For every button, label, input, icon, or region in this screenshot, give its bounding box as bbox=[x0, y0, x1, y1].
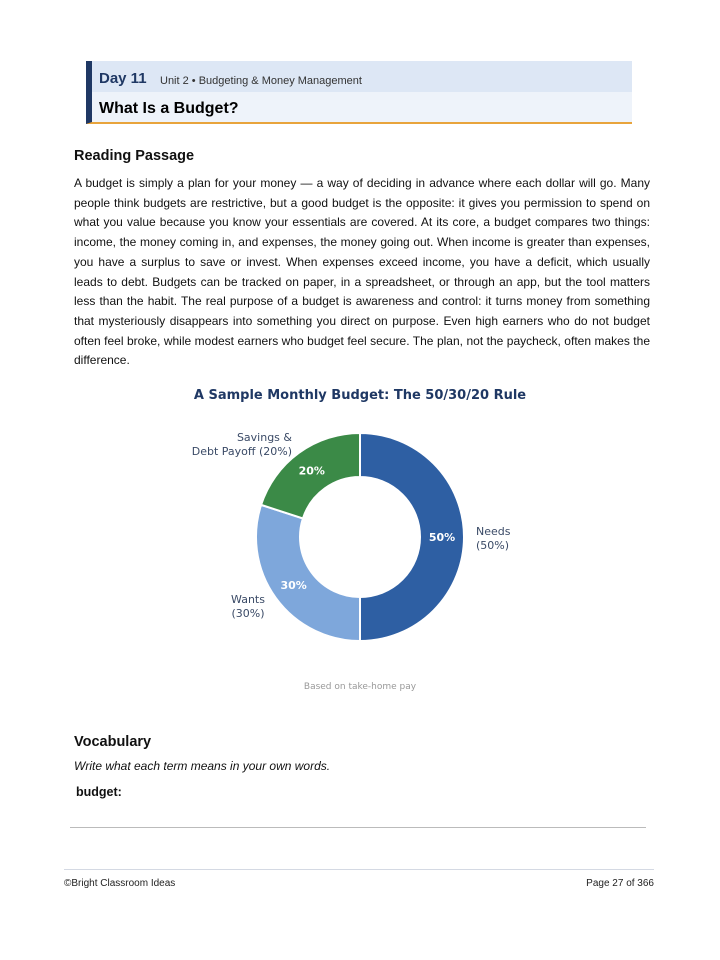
footer-divider bbox=[64, 869, 654, 870]
slice-category-label: (30%) bbox=[231, 607, 265, 620]
unit-label: Unit 2 • Budgeting & Money Management bbox=[160, 75, 362, 87]
lesson-title: What Is a Budget? bbox=[99, 100, 239, 117]
slice-percent-label: 50% bbox=[428, 531, 456, 544]
donut-slice bbox=[256, 505, 360, 641]
slice-percent-label: 20% bbox=[298, 464, 325, 478]
slice-category-label: Needs bbox=[476, 525, 511, 538]
slice-category-label: (50%) bbox=[476, 539, 510, 552]
vocabulary-term: budget: bbox=[76, 785, 122, 799]
slice-category-label: Debt Payoff (20%) bbox=[191, 445, 292, 458]
chart-note: Based on take-home pay bbox=[303, 682, 417, 692]
reading-passage: A budget is simply a plan for your money — a way of deciding in advance where each dollar will go. Many people think budgets are restrictive, but a good budget is the opposite: it gives you permission to spend on what you value because you know your essentials are covered. At its core, a budget compares two things: income, the money coming in, and expenses, the money going out. When income is greater than expenses, you have a surplus to save or invest. When expenses exceed income, you have a deficit, which usually leads to debt. Budgets can be tracked on paper, in a spreadsheet, or through an app, but the tool matters less than the habit. The real purpose of a budget is awareness and control: it turns money from something that mysteriously disappears into something you direct on purpose. Even high earners who do not budget often feel broke, while modest earners who budget feel secure. The plan, not the paycheck, often makes the difference. bbox=[74, 176, 650, 368]
answer-line[interactable] bbox=[70, 827, 646, 828]
slice-category-label: Wants bbox=[231, 593, 265, 606]
reading-heading: Reading Passage bbox=[74, 148, 195, 164]
slice-category-label: Savings & bbox=[236, 431, 292, 444]
footer-copyright: ©Bright Classroom Ideas bbox=[64, 878, 176, 889]
chart-title: A Sample Monthly Budget: The 50/30/20 Rule bbox=[193, 388, 527, 403]
slice-percent-label: 30% bbox=[280, 579, 307, 593]
day-label: Day 11 bbox=[99, 70, 147, 87]
vocabulary-instruction: Write what each term means in your own words. bbox=[74, 759, 331, 773]
budget-donut-chart bbox=[0, 410, 720, 675]
footer-page-number: Page 27 of 366 bbox=[586, 878, 654, 889]
lesson-header bbox=[86, 61, 632, 124]
vocabulary-heading: Vocabulary bbox=[74, 734, 152, 750]
